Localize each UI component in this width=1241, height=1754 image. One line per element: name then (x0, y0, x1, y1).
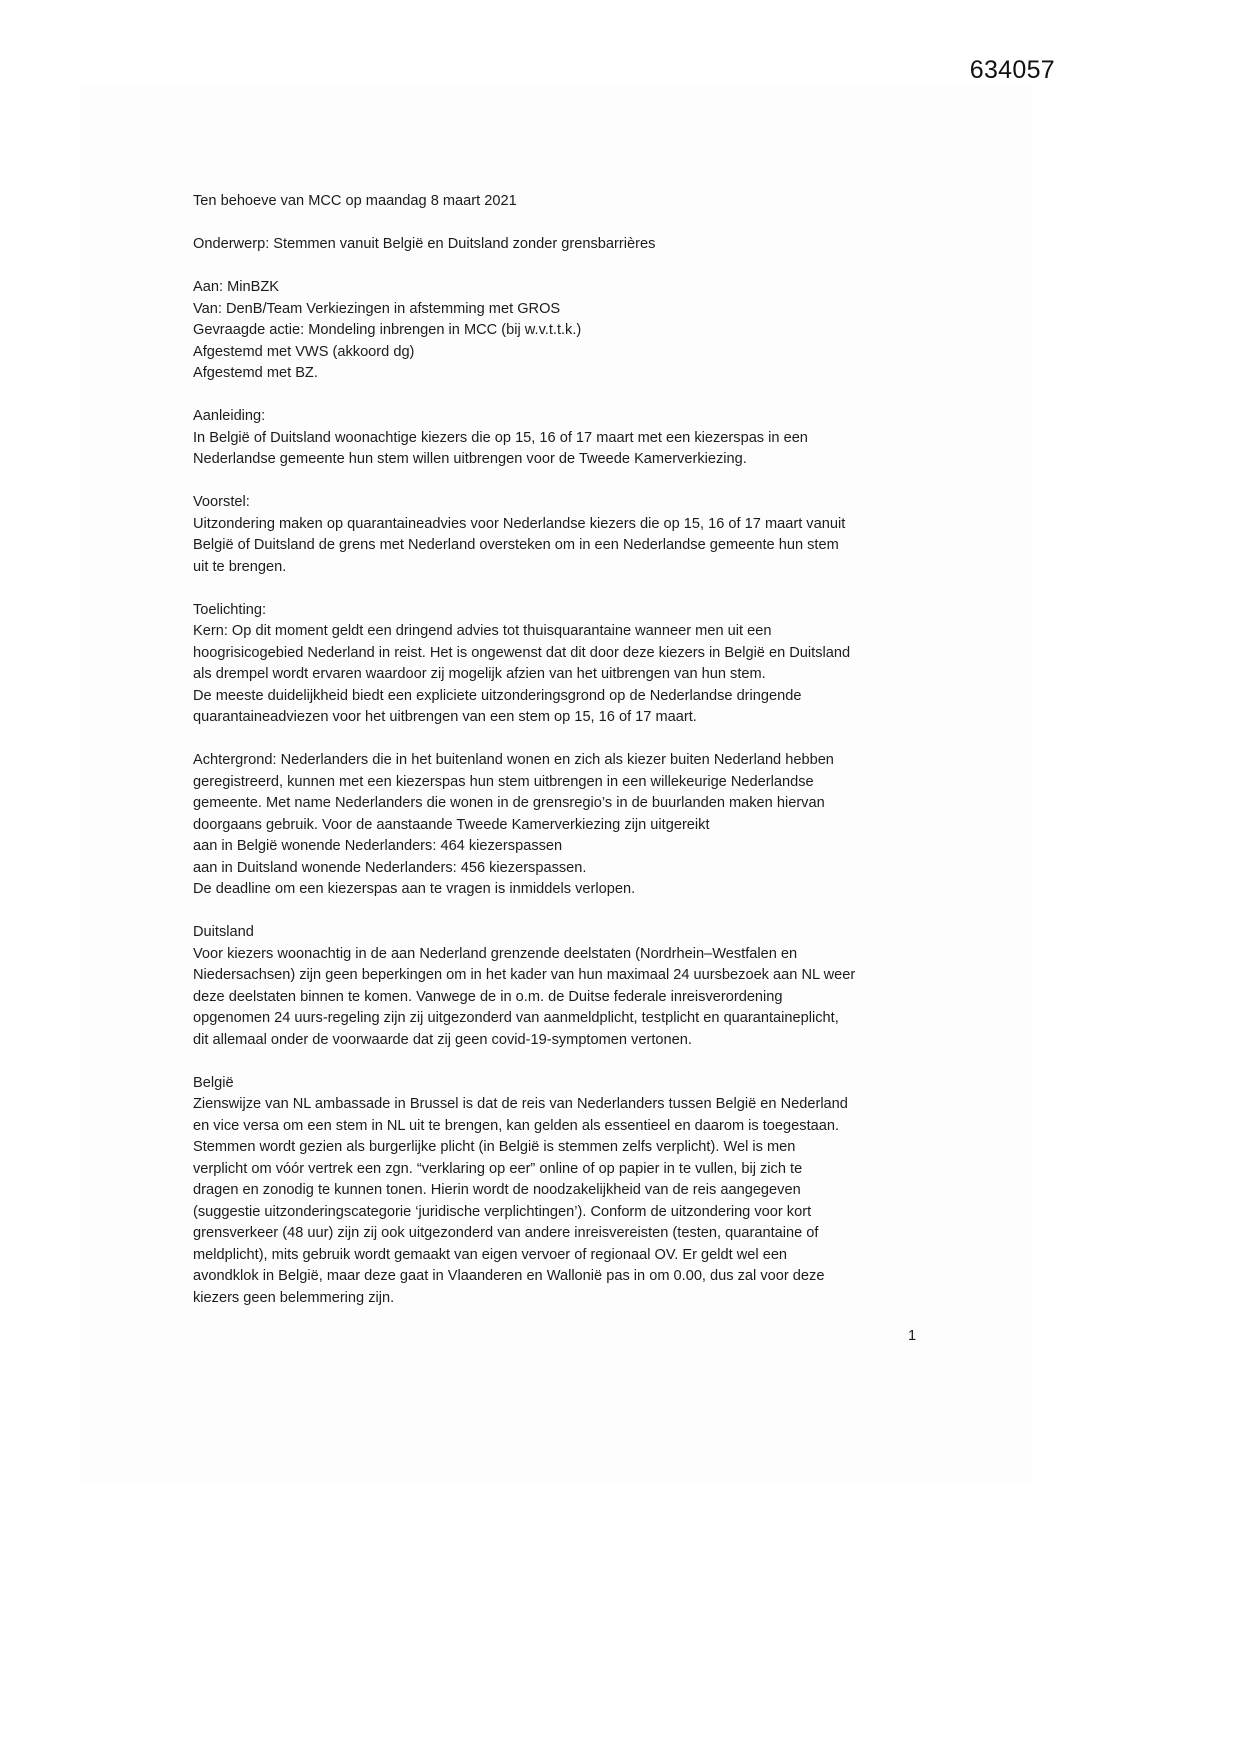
belgie-line: Stemmen wordt gezien als burgerlijke plicht (in België is stemmen zelfs verplicht). Wel is men (193, 1139, 796, 1155)
recipient-line: Aan: MinBZK (193, 279, 279, 295)
belgie-line: avondklok in België, maar deze gaat in Vlaanderen en Wallonië pas in om 0.00, dus zal voor deze (193, 1268, 825, 1284)
aanleiding-line: In België of Duitsland woonachtige kiezers die op 15, 16 of 17 maart met een kiezerspas in een (193, 429, 808, 446)
aanleiding-section (193, 406, 928, 492)
duitsland-line: deze deelstaten binnen te komen. Vanwege de in o.m. de Duitse federale inreisverordening (193, 988, 783, 1005)
belgie-line: (suggestie uitzonderingscategorie ‘juridische verplichtingen’). Conform de uitzondering voor kort (193, 1203, 812, 1220)
aanleiding-line: Nederlandse gemeente hun stem willen uitbrengen voor de Tweede Kamerverkiezing. (193, 451, 747, 467)
achtergrond-line: Achtergrond: Nederlanders die in het buitenland wonen en zich als kiezer buiten Nederland hebben (193, 752, 834, 768)
page-number: 1 (908, 1328, 917, 1344)
belgie-heading: België (193, 1074, 234, 1091)
voorstel-line: uit te brengen. (193, 558, 287, 575)
duitsland-line: Voor kiezers woonachtig in de aan Nederland grenzende deelstaten (Nordrhein–Westfalen en (193, 945, 798, 962)
belgie-line: kiezers geen belemmering zijn. (193, 1289, 395, 1306)
toelichting-line: Kern: Op dit moment geldt een dringend advies tot thuisquarantaine wanneer men uit een (193, 623, 772, 639)
purpose-line: Ten behoeve van MCC op maandag 8 maart 2021 (193, 193, 517, 209)
duitsland-line: opgenomen 24 uurs-regeling zijn zij uitgezonderd van aanmeldplicht, testplicht en quarantaineplicht, (193, 1010, 839, 1026)
document-id: 634057 (969, 56, 1055, 84)
toelichting-heading: Toelichting: (193, 601, 267, 618)
toelichting-line: De meeste duidelijkheid biedt een expliciete uitzonderingsgrond op de Nederlandse dringende (193, 687, 802, 704)
achtergrond-line: aan in België wonende Nederlanders: 464 kiezerspassen (193, 838, 563, 854)
achtergrond-section (193, 750, 928, 922)
belgie-line: Zienswijze van NL ambassade in Brussel is dat de reis van Nederlanders tussen België en Nederland (193, 1096, 848, 1112)
coordinated-bz-line: Afgestemd met BZ. (193, 365, 318, 381)
sender-line: Van: DenB/Team Verkiezingen in afstemming met GROS (193, 300, 561, 317)
voorstel-line: België of Duitsland de grens met Nederland oversteken om in een Nederlandse gemeente hun stem (193, 537, 839, 553)
requested-action-line: Gevraagde actie: Mondeling inbrengen in MCC (bij w.v.t.t.k.) (193, 322, 582, 338)
toelichting-line: hoogrisicogebied Nederland in reist. Het is ongewenst dat dit door deze kiezers in België en Duitsland (193, 644, 851, 661)
toelichting-line: als drempel wordt ervaren waardoor zij mogelijk afzien van het uitbrengen van hun stem. (193, 666, 766, 682)
routing-section (193, 277, 928, 406)
belgie-line: meldplicht), mits gebruik wordt gemaakt van eigen vervoer of regionaal OV. Er geldt wel een (193, 1246, 788, 1263)
subject-line: Onderwerp: Stemmen vanuit België en Duitsland zonder grensbarrières (193, 236, 656, 252)
belgie-section (193, 1073, 928, 1310)
belgie-line: en vice versa om een stem in NL uit te brengen, kan gelden als essentieel en daarom is toegestaan. (193, 1117, 840, 1134)
duitsland-line: Niedersachsen) zijn geen beperkingen om in het kader van hun maximaal 24 uursbezoek aan NL weer (193, 967, 856, 983)
duitsland-section (193, 922, 928, 1073)
duitsland-line: dit allemaal onder de voorwaarde dat zij geen covid-19-symptomen vertonen. (193, 1031, 692, 1048)
achtergrond-line: aan in Duitsland wonende Nederlanders: 456 kiezerspassen. (193, 859, 587, 876)
toelichting-section (193, 600, 928, 751)
achtergrond-line: gemeente. Met name Nederlanders die wonen in de grensregio’s in de buurlanden maken hiervan (193, 795, 825, 811)
duitsland-heading: Duitsland (193, 924, 254, 940)
belgie-line: verplicht om vóór vertrek een zgn. “verklaring op eer” online of op papier in te vullen, bij zich te (193, 1160, 803, 1177)
belgie-line: dragen en zonodig te kunnen tonen. Hierin wordt de noodzakelijkheid van de reis aangegeven (193, 1182, 801, 1198)
coordinated-vws-line: Afgestemd met VWS (akkoord dg) (193, 343, 415, 360)
header-section (193, 191, 928, 277)
voorstel-section (193, 492, 928, 600)
voorstel-line: Uitzondering maken op quarantaineadvies voor Nederlandse kiezers die op 15, 16 of 17 maart vanuit (193, 515, 846, 532)
aanleiding-heading: Aanleiding: (193, 408, 266, 424)
achtergrond-line: geregistreerd, kunnen met een kiezerspas hun stem uitbrengen in een willekeurige Nederlandse (193, 773, 814, 790)
belgie-line: grensverkeer (48 uur) zijn zij ook uitgezonderd van andere inreisvereisten (testen, quarantaine of (193, 1225, 819, 1241)
voorstel-heading: Voorstel: (193, 494, 250, 510)
achtergrond-line: doorgaans gebruik. Voor de aanstaande Tweede Kamerverkiezing zijn uitgereikt (193, 816, 710, 833)
document-page (80, 86, 1032, 1482)
achtergrond-line: De deadline om een kiezerspas aan te vragen is inmiddels verlopen. (193, 881, 636, 897)
document-body (193, 191, 928, 1309)
toelichting-line: quarantaineadviezen voor het uitbrengen van een stem op 15, 16 of 17 maart. (193, 709, 697, 725)
